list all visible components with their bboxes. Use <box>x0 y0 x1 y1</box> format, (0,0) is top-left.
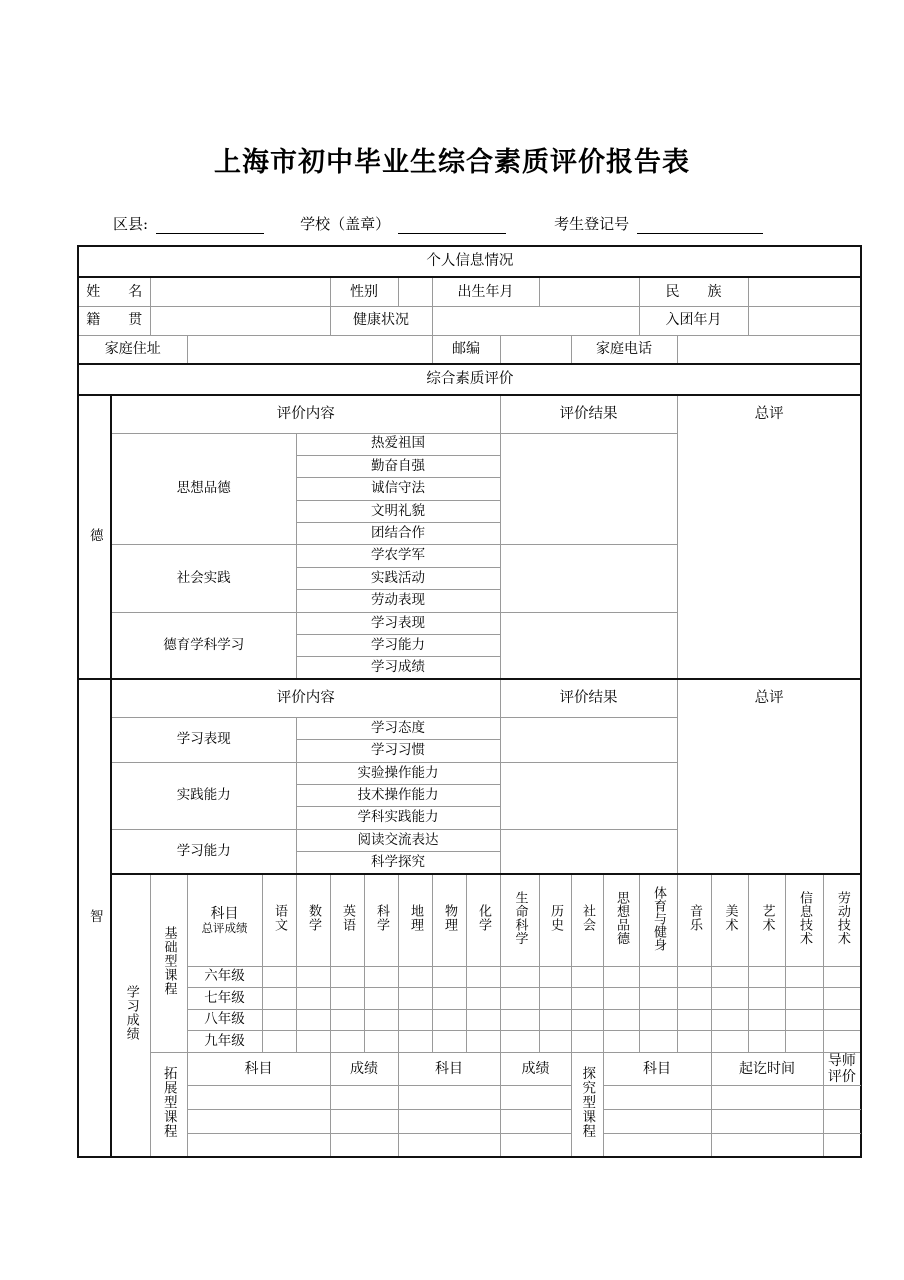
score-0-16[interactable] <box>823 966 861 988</box>
score-2-12[interactable] <box>677 1009 711 1031</box>
score-2-5[interactable] <box>432 1009 466 1031</box>
district-label: 区县: <box>113 215 149 233</box>
subject-col-5: 物理 <box>432 874 466 966</box>
score-1-16[interactable] <box>823 988 861 1010</box>
score-2-7[interactable] <box>500 1009 539 1031</box>
header-fields <box>113 213 793 237</box>
subject-col-7: 生命科学 <box>500 874 539 966</box>
item-moral-1-1: 实践活动 <box>296 567 500 589</box>
item-moral-2-0: 学习表现 <box>296 612 500 634</box>
inquiry-cell-2-0[interactable] <box>603 1133 711 1157</box>
district-input[interactable] <box>156 218 264 234</box>
score-0-10[interactable] <box>603 966 639 988</box>
scores-axis-label: 学习成绩 <box>111 874 150 1157</box>
extended-header-1: 成绩 <box>330 1052 398 1085</box>
result-moral-1[interactable] <box>500 545 677 612</box>
score-2-14[interactable] <box>748 1009 785 1031</box>
label-birth: 出生年月 <box>432 277 539 306</box>
score-1-14[interactable] <box>748 988 785 1010</box>
score-3-8[interactable] <box>539 1031 571 1053</box>
extended-cell-1-0[interactable] <box>187 1109 330 1133</box>
extended-header-2: 科目 <box>398 1052 500 1085</box>
column-header-content-moral: 评价内容 <box>111 395 500 433</box>
score-0-0[interactable] <box>262 966 296 988</box>
score-1-12[interactable] <box>677 988 711 1010</box>
page-title: 上海市初中毕业生综合素质评价报告表 <box>214 147 690 178</box>
label-postcode: 邮编 <box>432 335 500 364</box>
label-join-league: 入团年月 <box>639 306 748 335</box>
exam-no-input[interactable] <box>637 218 763 234</box>
score-2-8[interactable] <box>539 1009 571 1031</box>
score-1-0[interactable] <box>262 988 296 1010</box>
score-2-3[interactable] <box>364 1009 398 1031</box>
item-intellect-1-2: 学科实践能力 <box>296 807 500 829</box>
score-2-6[interactable] <box>466 1009 500 1031</box>
score-3-16[interactable] <box>823 1031 861 1053</box>
column-header-result-moral: 评价结果 <box>500 395 677 433</box>
column-summary-moral[interactable]: 总评 <box>677 395 861 679</box>
item-moral-1-0: 学农学军 <box>296 545 500 567</box>
score-2-15[interactable] <box>785 1009 823 1031</box>
item-intellect-1-0: 实验操作能力 <box>296 762 500 784</box>
subject-col-1: 数学 <box>296 874 330 966</box>
score-1-15[interactable] <box>785 988 823 1010</box>
inquiry-header-2: 导师评价 <box>823 1052 861 1085</box>
result-intellect-0[interactable] <box>500 717 677 762</box>
score-1-11[interactable] <box>639 988 677 1010</box>
score-3-15[interactable] <box>785 1031 823 1053</box>
subject-col-2: 英语 <box>330 874 364 966</box>
inquiry-header-0: 科目 <box>603 1052 711 1085</box>
score-0-9[interactable] <box>571 966 603 988</box>
subject-col-4: 地理 <box>398 874 432 966</box>
score-1-9[interactable] <box>571 988 603 1010</box>
score-2-1[interactable] <box>296 1009 330 1031</box>
extended-cell-0-3[interactable] <box>500 1085 571 1109</box>
item-moral-1-2: 劳动表现 <box>296 590 500 612</box>
school-field <box>300 213 506 234</box>
score-3-1[interactable] <box>296 1031 330 1053</box>
extended-course-label: 拓展型课程 <box>150 1052 187 1157</box>
score-1-6[interactable] <box>466 988 500 1010</box>
extended-cell-1-2[interactable] <box>398 1109 500 1133</box>
grade-label-1: 七年级 <box>187 988 262 1010</box>
label-name: 姓 名 <box>78 277 150 306</box>
score-1-1[interactable] <box>296 988 330 1010</box>
score-3-13[interactable] <box>711 1031 748 1053</box>
score-1-2[interactable] <box>330 988 364 1010</box>
extended-cell-0-0[interactable] <box>187 1085 330 1109</box>
item-moral-0-4: 团结合作 <box>296 523 500 545</box>
column-summary-intellect[interactable]: 总评 <box>677 679 861 874</box>
item-intellect-0-0: 学习态度 <box>296 717 500 739</box>
label-native-place: 籍 贯 <box>78 306 150 335</box>
exam-no-label: 考生登记号 <box>554 215 630 233</box>
school-label: 学校（盖章） <box>300 215 391 233</box>
extended-cell-2-3[interactable] <box>500 1133 571 1157</box>
result-moral-0[interactable] <box>500 433 677 545</box>
score-0-11[interactable] <box>639 966 677 988</box>
score-3-14[interactable] <box>748 1031 785 1053</box>
column-header-result-intellect: 评价结果 <box>500 679 677 717</box>
inquiry-cell-0-0[interactable] <box>603 1085 711 1109</box>
label-health: 健康状况 <box>330 306 432 335</box>
subject-col-11: 体育与健身 <box>639 874 677 966</box>
score-2-4[interactable] <box>398 1009 432 1031</box>
label-phone: 家庭电话 <box>571 335 677 364</box>
item-moral-0-3: 文明礼貌 <box>296 500 500 522</box>
score-3-6[interactable] <box>466 1031 500 1053</box>
score-2-0[interactable] <box>262 1009 296 1031</box>
score-3-2[interactable] <box>330 1031 364 1053</box>
subject-col-10: 思想品德 <box>603 874 639 966</box>
item-moral-0-1: 勤奋自强 <box>296 455 500 477</box>
score-3-10[interactable] <box>603 1031 639 1053</box>
inquiry-cell-1-2[interactable] <box>823 1109 861 1133</box>
result-intellect-2[interactable] <box>500 829 677 874</box>
score-1-4[interactable] <box>398 988 432 1010</box>
inquiry-cell-2-2[interactable] <box>823 1133 861 1157</box>
label-nation: 民 族 <box>639 277 748 306</box>
subject-col-8: 历史 <box>539 874 571 966</box>
score-3-4[interactable] <box>398 1031 432 1053</box>
evaluation-report-table <box>77 245 862 1158</box>
subject-col-6: 化学 <box>466 874 500 966</box>
extended-cell-2-0[interactable] <box>187 1133 330 1157</box>
score-1-8[interactable] <box>539 988 571 1010</box>
score-2-2[interactable] <box>330 1009 364 1031</box>
score-2-9[interactable] <box>571 1009 603 1031</box>
label-gender: 性别 <box>330 277 398 306</box>
extended-header-0: 科目 <box>187 1052 330 1085</box>
extended-cell-1-1[interactable] <box>330 1109 398 1133</box>
input-postcode[interactable] <box>500 335 571 364</box>
input-gender[interactable] <box>398 277 432 306</box>
input-address[interactable] <box>187 335 432 364</box>
grade-label-2: 八年级 <box>187 1009 262 1031</box>
result-intellect-1[interactable] <box>500 762 677 829</box>
subject-header-cell: 科目 总评成绩 <box>187 874 262 966</box>
extended-cell-1-3[interactable] <box>500 1109 571 1133</box>
item-intellect-2-1: 科学探究 <box>296 852 500 874</box>
inquiry-header-1: 起讫时间 <box>711 1052 823 1085</box>
inquiry-cell-0-1[interactable] <box>711 1085 823 1109</box>
score-3-12[interactable] <box>677 1031 711 1053</box>
score-0-14[interactable] <box>748 966 785 988</box>
score-2-16[interactable] <box>823 1009 861 1031</box>
inquiry-cell-2-1[interactable] <box>711 1133 823 1157</box>
result-moral-2[interactable] <box>500 612 677 679</box>
score-1-10[interactable] <box>603 988 639 1010</box>
input-nation[interactable] <box>748 277 861 306</box>
score-1-13[interactable] <box>711 988 748 1010</box>
item-moral-0-2: 诚信守法 <box>296 478 500 500</box>
subject-col-0: 语文 <box>262 874 296 966</box>
group-label-moral-0: 思想品德 <box>111 433 296 545</box>
item-intellect-2-0: 阅读交流表达 <box>296 829 500 851</box>
inquiry-cell-1-0[interactable] <box>603 1109 711 1133</box>
column-header-content-intellect: 评价内容 <box>111 679 500 717</box>
group-label-intellect-0: 学习表现 <box>111 717 296 762</box>
input-health[interactable] <box>432 306 639 335</box>
group-label-moral-1: 社会实践 <box>111 545 296 612</box>
item-moral-2-1: 学习能力 <box>296 635 500 657</box>
inquiry-cell-0-2[interactable] <box>823 1085 861 1109</box>
school-input[interactable] <box>398 218 506 234</box>
grade-label-0: 六年级 <box>187 966 262 988</box>
input-native-place[interactable] <box>150 306 330 335</box>
score-3-0[interactable] <box>262 1031 296 1053</box>
score-2-11[interactable] <box>639 1009 677 1031</box>
score-3-5[interactable] <box>432 1031 466 1053</box>
item-moral-2-2: 学习成绩 <box>296 657 500 679</box>
score-0-6[interactable] <box>466 966 500 988</box>
input-join-league[interactable] <box>748 306 861 335</box>
score-2-13[interactable] <box>711 1009 748 1031</box>
axis-label-intellect: 智 <box>78 679 111 1157</box>
inquiry-course-label: 探究型课程 <box>571 1052 603 1157</box>
subject-col-14: 艺术 <box>748 874 785 966</box>
label-address: 家庭住址 <box>78 335 187 364</box>
score-1-7[interactable] <box>500 988 539 1010</box>
score-0-7[interactable] <box>500 966 539 988</box>
extended-cell-0-1[interactable] <box>330 1085 398 1109</box>
item-moral-0-0: 热爱祖国 <box>296 433 500 455</box>
score-0-12[interactable] <box>677 966 711 988</box>
subject-col-3: 科学 <box>364 874 398 966</box>
score-0-2[interactable] <box>330 966 364 988</box>
score-0-13[interactable] <box>711 966 748 988</box>
score-3-9[interactable] <box>571 1031 603 1053</box>
input-phone[interactable] <box>677 335 861 364</box>
extended-cell-2-1[interactable] <box>330 1133 398 1157</box>
score-0-4[interactable] <box>398 966 432 988</box>
score-3-3[interactable] <box>364 1031 398 1053</box>
comprehensive-section-title: 综合素质评价 <box>78 364 861 395</box>
item-intellect-1-1: 技术操作能力 <box>296 784 500 806</box>
score-0-15[interactable] <box>785 966 823 988</box>
subject-col-16: 劳动技术 <box>823 874 861 966</box>
input-birth[interactable] <box>539 277 639 306</box>
score-1-5[interactable] <box>432 988 466 1010</box>
score-3-7[interactable] <box>500 1031 539 1053</box>
score-0-5[interactable] <box>432 966 466 988</box>
subject-col-13: 美术 <box>711 874 748 966</box>
subject-col-15: 信息技术 <box>785 874 823 966</box>
personal-info-section-title: 个人信息情况 <box>78 246 861 277</box>
grade-label-3: 九年级 <box>187 1031 262 1053</box>
exam-no-field <box>554 213 763 234</box>
extended-cell-2-2[interactable] <box>398 1133 500 1157</box>
score-0-1[interactable] <box>296 966 330 988</box>
score-1-3[interactable] <box>364 988 398 1010</box>
score-0-8[interactable] <box>539 966 571 988</box>
score-2-10[interactable] <box>603 1009 639 1031</box>
score-0-3[interactable] <box>364 966 398 988</box>
item-intellect-0-1: 学习习惯 <box>296 740 500 762</box>
district-field <box>113 213 264 234</box>
subject-col-12: 音乐 <box>677 874 711 966</box>
score-3-11[interactable] <box>639 1031 677 1053</box>
extended-cell-0-2[interactable] <box>398 1085 500 1109</box>
group-label-intellect-1: 实践能力 <box>111 762 296 829</box>
axis-label-moral: 德 <box>78 395 111 679</box>
subject-col-9: 社会 <box>571 874 603 966</box>
group-label-intellect-2: 学习能力 <box>111 829 296 874</box>
basic-course-label: 基础型课程 <box>150 874 187 1052</box>
input-name[interactable] <box>150 277 330 306</box>
inquiry-cell-1-1[interactable] <box>711 1109 823 1133</box>
group-label-moral-2: 德育学科学习 <box>111 612 296 679</box>
extended-header-3: 成绩 <box>500 1052 571 1085</box>
